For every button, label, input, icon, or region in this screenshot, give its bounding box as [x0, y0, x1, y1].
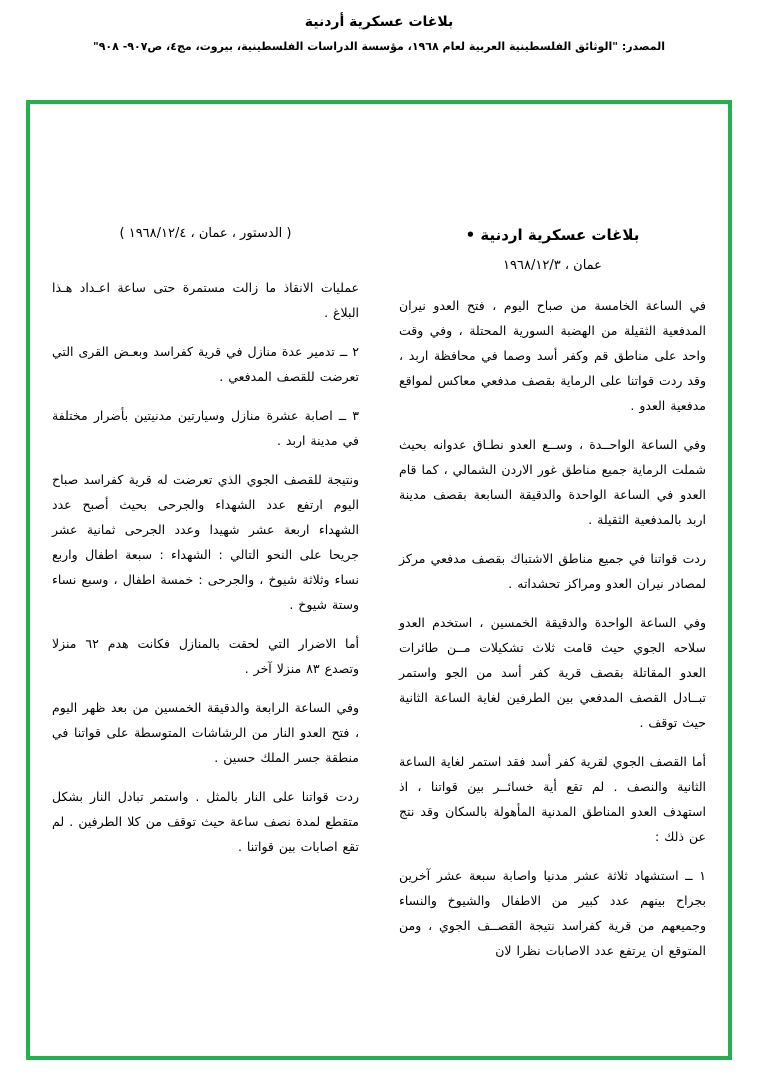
section-title: بلاغات عسكرية اردنية • — [465, 226, 640, 244]
attribution: ( الدستور ، عمان ، ١٩٦٨/١٢/٤ ) — [119, 226, 292, 241]
paragraph: وفي الساعة الواحدة والدقيقة الخمسين ، استخدم العدو سلاحه الجوي حيث قامت ثلاث تشكيلات مــن طائرات العدو المقاتلة بقصف قرية كفر أسد من الجو واستمر تبــادل القصف المدفعي بين الطرفين لغاية الساعة الثانية حيث توقف . — [399, 615, 706, 730]
paragraph: ١ ــ استشهاد ثلاثة عشر مدنيا واصابة سبعة عشر آخرين بجراح بينهم عدد كبير من الاطفال والشيوخ والنساء وجميعهم من قرية كفراسد نتيجة القصــف الجوي ، ومن المتوقع ان يرتفع عدد الاصابات نظرا لان — [399, 868, 706, 958]
column-left — [52, 226, 359, 977]
content-frame — [26, 100, 732, 1060]
paragraph: ردت قواتنا في جميع مناطق الاشتباك بقصف مدفعي مركز لمصادر نيران العدو ومراكز تحشداته . — [399, 551, 706, 591]
paragraph: ٢ ــ تدمير عدة منازل في قرية كفراسد وبعـض القرى التي تعرضت للقصف المدفعي . — [52, 344, 359, 384]
page-title: بلاغات عسكرية أردنية — [304, 14, 454, 30]
paragraph: أما الاضرار التي لحقت بالمنازل فكانت هدم ٦٢ منزلا وتصدع ٨٣ منزلا آخر . — [52, 636, 359, 676]
paragraph: ونتيجة للقصف الجوي الذي تعرضت له قرية كفراسد صباح اليوم ارتفع عدد الشهداء والجرحى بحيث أصبح عدد الشهداء اربعة عشر شهيدا وعدد الجرحى ثمانية عشر جريحا على النحو التالي : الشهداء : سبعة اطفال واربع نساء وثلاثة شيوخ ، والجرحى : خمسة اطفال ، وسبع نساء وستة شيوخ . — [52, 472, 359, 612]
column-right — [399, 226, 706, 977]
paragraph: ٣ ــ اصابة عشرة منازل وسيارتين مدنيتين بأضرار مختلفة في مدينة اربد . — [52, 408, 359, 448]
document-page — [0, 14, 758, 1092]
paragraph: وفي الساعة الرابعة والدقيقة الخمسين من بعد ظهر اليوم ، فتح العدو النار من الرشاشات المتوسطة على قواتنا في منطقة جسر الملك حسين . — [52, 700, 359, 765]
paragraph: وفي الساعة الواحــدة ، وســع العدو نطـاق عدوانه بحيث شملت الرماية جميع مناطق غور الاردن الشمالي ، كما قام العدو في الساعة الواحدة والدقيقة السابعة بقصف مدينة اربد بالمدفعية الثقيلة . — [399, 437, 706, 527]
paragraph: عمليات الانقاذ ما زالت مستمرة حتى ساعة اعـداد هـذا البلاغ . — [52, 280, 359, 320]
dateline: عمان ، ١٩٦٨/١٢/٣ — [503, 258, 602, 273]
two-column-layout — [52, 122, 706, 977]
content-frame-inner — [30, 104, 728, 1056]
paragraph: في الساعة الخامسة من صباح اليوم ، فتح العدو نيران المدفعية الثقيلة من الهضبة السورية المحتلة ، وفي وقت واحد على مناطق قم وكفر أسد وصما في محافظة اربد ، وقد ردت قواتنا على الرماية بقصف مدفعي معاكس لمواقع مدفعية العدو . — [399, 298, 706, 413]
paragraph: ردت قواتنا على النار بالمثل . واستمر تبادل النار بشكل متقطع لمدة نصف ساعة حيث توقف من كلا الطرفين . لم تقع اصابات بين قواتنا . — [52, 789, 359, 854]
source-citation: المصدر: "الوثائق الفلسطينية العربية لعام ١٩٦٨، مؤسسة الدراسات الفلسطينية، بيروت، مج٤، ص٩٠٧- ٩٠٨" — [92, 40, 666, 53]
paragraph: أما القصف الجوي لقرية كفر أسد فقد استمر لغاية الساعة الثانية والنصف . لم تقع أية خسائــر بين قواتنا ، اذ استهدف العدو المناطق المدنية المأهولة بالسكان وقد نتج عن ذلك : — [399, 754, 706, 844]
